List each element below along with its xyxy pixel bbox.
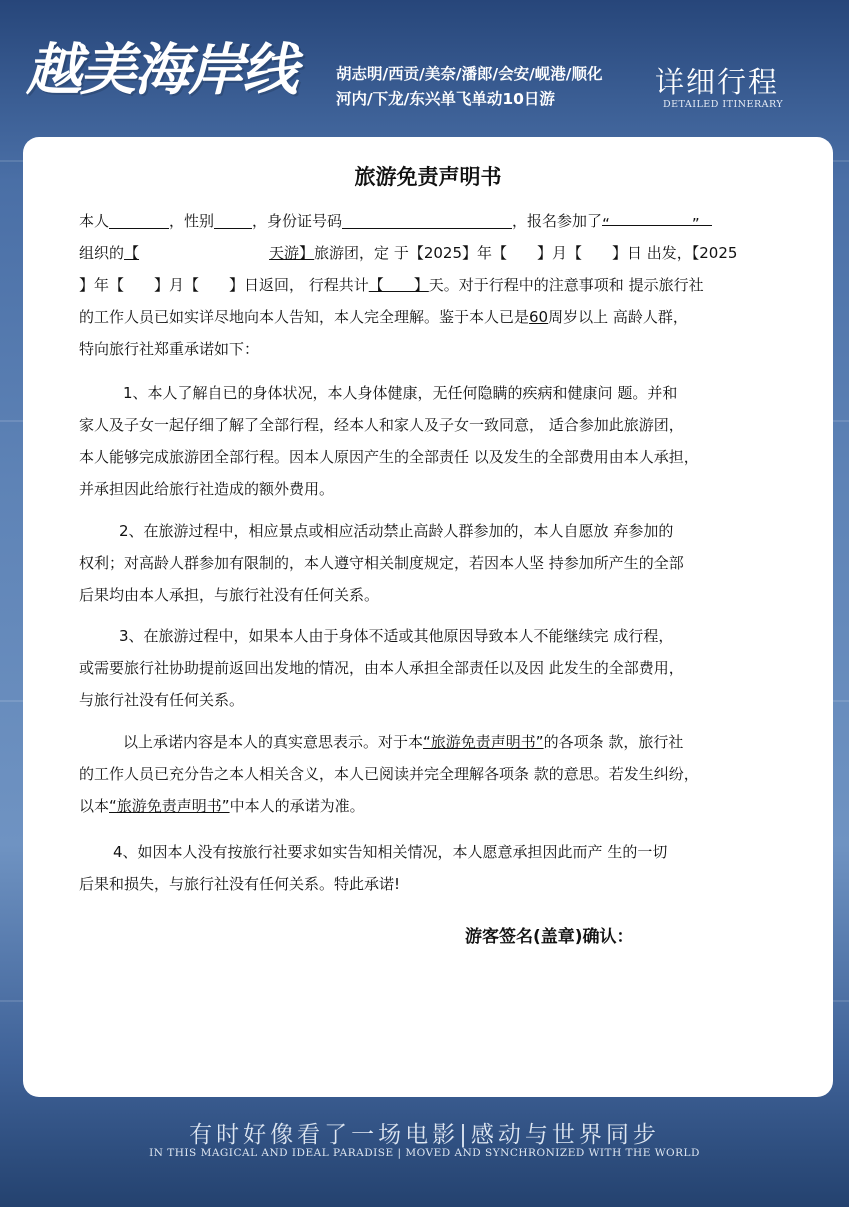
- age-threshold: 60: [529, 308, 549, 326]
- route-line-2: 河内/下龙/东兴单飞单动10日游: [336, 90, 555, 108]
- document-title: 旅游免责声明书: [354, 165, 502, 189]
- clause-3: 3、在旅游过程中，如果本人由于身体不适或其他原因导致本人不能继续完 成行程， 或需要旅行社协助提前返回出发地的情况，由本人承担全部责任以及因 此发生的全部费用， 与旅行社没有任何关系。: [79, 627, 684, 709]
- clause-1: 1、本人了解自已的身体状况，本人身体健康，无任何隐瞒的疾病和健康问 题。并和 家人及子女一起仔细了解了全部行程，经本人和家人及子女一致同意， 适合参加此旅游团， 本人能够完成旅游团全部行程。因本人原因产生的全部责任 以及发生的全部费用由本人承担， 并承担因此给旅行社造成的额外费用。: [79, 384, 699, 498]
- intro-line-5: 特向旅行社郑重承诺如下：: [79, 340, 260, 358]
- detail-itinerary-cn: 详细行程: [655, 65, 780, 99]
- route-line-1: 胡志明/西贡/美奈/潘郎/会安/岘港/顺化: [336, 65, 603, 83]
- tour-days-blank[interactable]: 【 天游】: [124, 244, 315, 262]
- brand-title: 越美海岸线: [26, 37, 296, 103]
- declaration-name-ref: “旅游免责声明书”: [423, 733, 544, 751]
- id-number-blank[interactable]: [342, 211, 512, 229]
- intro-line-1: 本人 ，性别 ，身份证号码 ，报名参加了“ ”: [79, 205, 779, 237]
- intro-line-4: 的工作人员已如实详尽地向本人告知，本人完全理解。鉴于本人已是60周岁以上 高龄人群，: [79, 308, 688, 326]
- signature-label: 游客签名(盖章)确认：: [465, 927, 634, 947]
- declaration-name-ref-2: “旅游免责声明书”: [109, 797, 230, 815]
- footer-slogan-en: IN THIS MAGICAL AND IDEAL PARADISE | MOVED AND SYNCHRONIZED WITH THE WORLD: [149, 1147, 700, 1159]
- clause-2: 2、在旅游过程中，相应景点或相应活动禁止高龄人群参加的，本人自愿放 弃参加的 权利；对高龄人群参加有限制的，本人遵守相关制度规定，若因本人坚 持参加所产生的全部 后果均由本人承担，与旅行社没有任何关系。: [79, 522, 684, 604]
- intro-paragraph: [79, 205, 779, 365]
- clause-4: 4、如因本人没有按旅行社要求如实告知相关情况，本人愿意承担因此而产 生的一切 后果和损失，与旅行社没有任何关系。特此承诺!: [79, 843, 668, 893]
- document-card: [23, 137, 833, 1097]
- total-days-blank[interactable]: 【 】: [368, 276, 429, 294]
- name-blank[interactable]: [109, 211, 169, 229]
- route-text: [336, 62, 602, 112]
- gender-blank[interactable]: [214, 211, 252, 229]
- agency-blank[interactable]: “ ”: [602, 208, 712, 226]
- intro-line-3: 】年【 】月【 】日返回， 行程共计【 】天。对于行程中的注意事项和 提示旅行社: [79, 276, 704, 294]
- footer-banner: [0, 1100, 849, 1207]
- intro-line-2: 组织的【 天游】旅游团，定 于【2025】年【 】月【 】日 出发，【2025: [79, 244, 738, 262]
- header-banner: [0, 0, 849, 135]
- detail-itinerary-en: DETAILED ITINERARY: [663, 99, 784, 110]
- confirmation-paragraph: 以上承诺内容是本人的真实意思表示。对于本“旅游免责声明书”的各项条 款，旅行社 的工作人员已充分告之本人相关含义，本人已阅读并完全理解各项条 款的意思。若发生纠纷， 以本“旅游免责声明书”中本人的承诺为准。: [79, 733, 699, 815]
- footer-slogan-cn: 有时好像看了一场电影|感动与世界同步: [189, 1122, 660, 1148]
